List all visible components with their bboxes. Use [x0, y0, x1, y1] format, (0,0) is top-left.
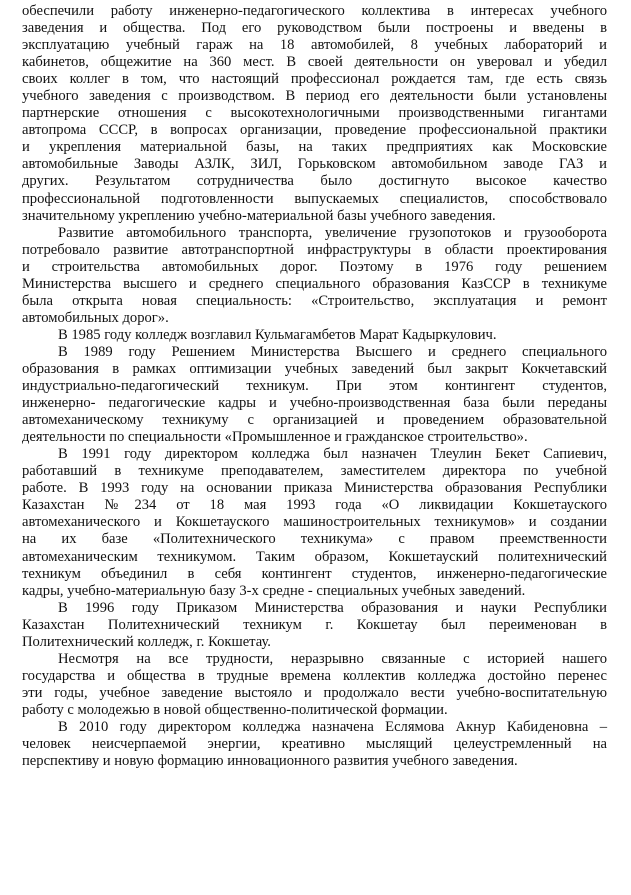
text-line: Развитие автомобильного транспорта, увеличение грузопотоков и грузооборота: [58, 224, 607, 241]
text-line: государства и общества в трудные времена коллектив колледжа достойно перенес: [22, 667, 607, 684]
text-line: Политехнический колледж, г. Кокшетау.: [22, 633, 271, 650]
text-line: В 1989 году Решением Министерства Высшего и среднего специального: [58, 343, 607, 360]
text-line: Казахстан Политехнический техникум г. Кокшетау был переименован в: [22, 616, 607, 633]
text-line: автомобильных дорог».: [22, 309, 169, 326]
text-line: других. Результатом сотрудничества было достигнуто высокое качество: [22, 173, 607, 190]
paragraph: [22, 446, 607, 599]
text-line: потребовало развитие автотранспортной инфраструктуры в области проектирования: [22, 241, 607, 258]
text-line: автомеханическому техникуму с организацией и проведением образовательной: [22, 412, 607, 429]
text-line: В 1985 году колледж возглавил Кульмагамбетов Марат Кадыркулович.: [58, 326, 497, 343]
text-line: кадры, учебно-материальную базу 3-х средне - специальных учебных заведений.: [22, 582, 526, 599]
document-body: [22, 3, 607, 770]
paragraph: [22, 327, 607, 344]
paragraph: [22, 3, 607, 225]
paragraph: [22, 600, 607, 651]
text-line: учебного заведения с производством. В период его деятельности были установлены: [22, 88, 607, 105]
text-line: индустриально-педагогический техникум. При этом контингент студентов,: [22, 378, 607, 395]
text-line: автомеханического и Кокшетауского машиностроительных техникумов» и создании: [22, 514, 607, 531]
text-line: автомобильные Заводы АЗЛК, ЗИЛ, Горьковском автомобильном заводе ГАЗ и: [22, 156, 607, 173]
text-line: своих коллег в том, что настоящий профессионал рождается там, где есть связь: [22, 71, 607, 88]
text-line: автомеханическим техникумом. Таким образом, Кокшетауский политехнический: [22, 548, 607, 565]
text-line: и укрепления материальной базы, на таких предприятиях как Московские: [22, 139, 607, 156]
text-line: эти годы, учебное заведение выстояло и продолжало вести учебно-воспитательную: [22, 684, 607, 701]
text-line: на их базе «Политехнического техникума» с правом преемственности: [22, 531, 607, 548]
paragraph: [22, 719, 607, 770]
text-line: инженерно- педагогические кадры и учебно-производственная база были переданы: [22, 395, 607, 412]
text-line: и строительства автомобильных дорог. Поэтому в 1976 году решением: [22, 258, 607, 275]
text-line: работе. В 1993 году на основании приказа Министерства образования Республики: [22, 480, 607, 497]
text-line: техникум объединил в себя контингент студентов, инженерно-педагогические: [22, 565, 607, 582]
text-line: партнерские отношения с высокотехнологичными производственными гигантами: [22, 105, 607, 122]
paragraph: [22, 225, 607, 327]
text-line: Казахстан №234 от 18 мая 1993 года «О ликвидации Кокшетауского: [22, 497, 607, 514]
text-line: В 2010 году директором колледжа назначена Еслямова Акнур Кабиденовна –: [58, 718, 607, 735]
text-line: работу с молодежью в новой общественно-политической формации.: [22, 701, 448, 718]
text-line: кабинетов, общежитие на 360 мест. В своей деятельности он уверовал и убедил: [22, 54, 607, 71]
text-line: автопрома СССР, в вопросах организации, проведение профессиональной практики: [22, 122, 607, 139]
text-line: обеспечили работу инженерно-педагогического коллектива в интересах учебного: [22, 3, 607, 19]
text-line: эксплуатацию учебный гараж на 18 автомобилей, 8 учебных лабораторий и: [22, 37, 607, 54]
paragraph: [22, 651, 607, 719]
text-line: профессиональной подготовленности выпускаемых специалистов, способствовало: [22, 190, 607, 207]
paragraph: [22, 344, 607, 446]
text-line: В 1991 году директором колледжа был назначен Тлеулин Бекет Сапиевич,: [58, 446, 607, 463]
text-line: работавший в техникуме преподавателем, заместителем директора по учебной: [22, 463, 607, 480]
text-line: Министерства высшего и среднего специального образования КазССР в техникуме: [22, 275, 607, 292]
text-line: перспективу и новую формацию инновационного развития учебного заведения.: [22, 753, 518, 770]
text-line: человек неисчерпаемой энергии, креативно мыслящий целеустремленный на: [22, 736, 607, 753]
text-line: В 1996 году Приказом Министерства образования и науки Республики: [58, 599, 607, 616]
text-line: заведения и общества. Под его руководством были построены и введены в: [22, 20, 607, 37]
text-line: была открыта новая специальность: «Строительство, эксплуатация и ремонт: [22, 292, 607, 309]
text-line: значительному укреплению учебно-материальной базы учебного заведения.: [22, 207, 496, 224]
text-line: образования в рамках оптимизации учебных заведений был закрыт Кокчетавский: [22, 360, 607, 377]
text-line: деятельности по специальности «Промышленное и гражданское строительство».: [22, 429, 528, 446]
text-line: Несмотря на все трудности, неразрывно связанные с историей нашего: [58, 650, 607, 667]
